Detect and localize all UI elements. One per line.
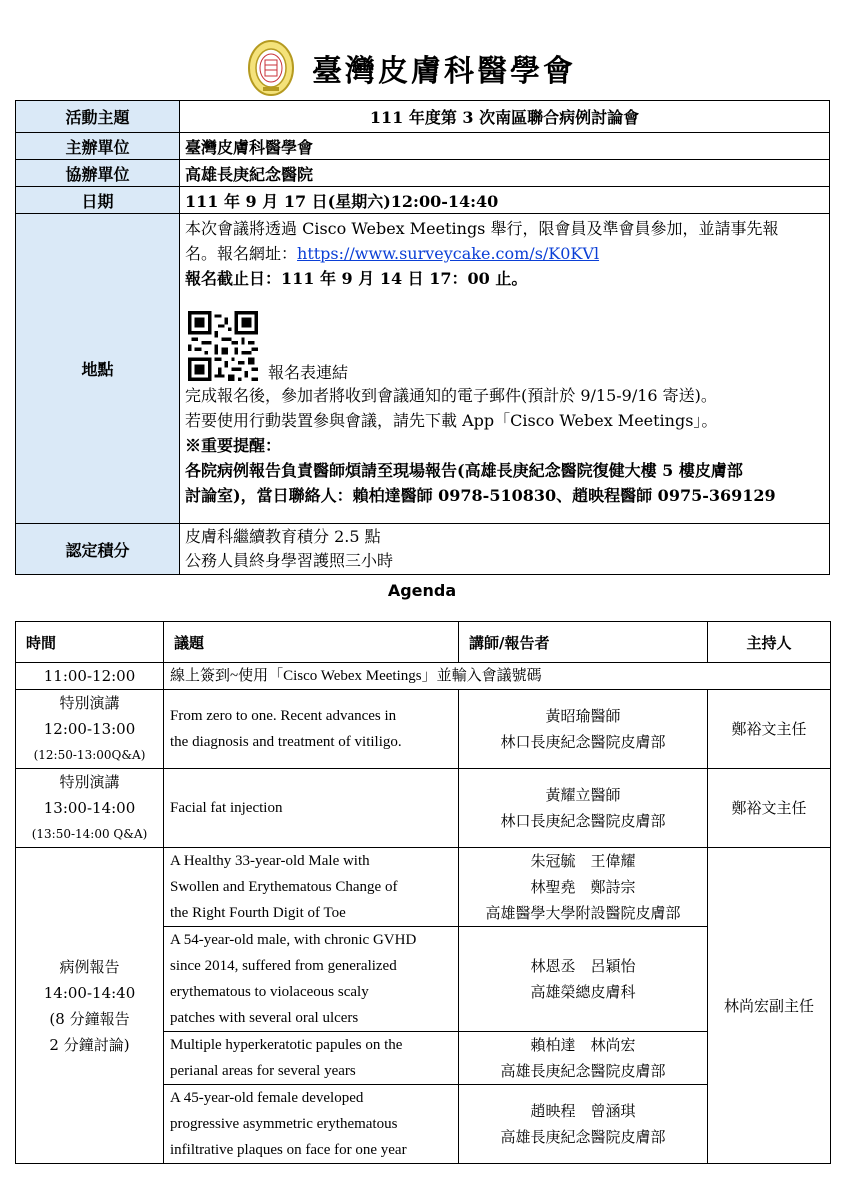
event-info-table: [15, 100, 830, 575]
lecture2-time-title: 特別演講: [59, 773, 120, 791]
header-host: 主持人: [708, 622, 831, 663]
lecture1-topic: [164, 690, 459, 769]
header-time: 時間: [16, 622, 164, 663]
lecture2-time-range: 13:00-14:00: [43, 799, 136, 817]
society-seal-icon: [248, 40, 294, 96]
lecture1-time-qa: (12:50-13:00Q&A): [33, 748, 146, 762]
registration-deadline: 報名截止日：111 年 9 月 14 日 17：00 止。: [185, 269, 528, 288]
reminder-line2: 討論室)，當日聯絡人：賴柏達醫師 0978-510830、趙映程醫師 0975-369129: [185, 486, 776, 505]
topic-line: the Right Fourth Digit of Toe: [170, 905, 346, 921]
speaker-line: 趙映程 曾涵琪: [530, 1102, 636, 1120]
lecture1-host: 鄭裕文主任: [708, 690, 831, 769]
case3-topic: [164, 1032, 459, 1085]
speaker-line: 高雄長庚紀念醫院皮膚部: [500, 1128, 666, 1146]
case1-topic: [164, 848, 459, 927]
location-label: 地點: [16, 214, 180, 524]
agenda-title: Agenda: [387, 581, 457, 600]
case1-speakers: [459, 848, 708, 927]
topic-line: since 2014, suffered from generalized: [170, 958, 397, 974]
topic-line: erythematous to violaceous scaly: [170, 984, 369, 1000]
lecture1-topic-line2: the diagnosis and treatment of vitiligo.: [170, 734, 402, 750]
org-title: 臺灣皮膚科醫學會: [312, 54, 576, 89]
lecture2-host: 鄭裕文主任: [708, 769, 831, 848]
speaker-line: 高雄醫學大學附設醫院皮膚部: [485, 904, 681, 922]
case4-speakers: [459, 1085, 708, 1164]
lecture2-time: [16, 769, 164, 848]
topic-line: A 45-year-old female developed: [170, 1090, 364, 1106]
topic-line: A Healthy 33-year-old Male with: [170, 853, 370, 869]
event-date: 111 年 9 月 17 日(星期六)12:00-14:40: [180, 187, 830, 214]
speaker-line: 朱冠毓 王偉耀: [530, 852, 636, 870]
table-row: [16, 769, 831, 848]
topic-label: 活動主題: [16, 101, 180, 133]
speaker-line: 高雄榮總皮膚科: [530, 983, 636, 1001]
event-topic: 111 年度第 3 次南區聯合病例討論會: [180, 101, 830, 133]
cases-time: [16, 848, 164, 1164]
lecture2-time-qa: (13:50-14:00 Q&A): [31, 827, 148, 841]
header-speaker: 講師/報告者: [459, 622, 708, 663]
email-note: 完成報名後，參加者將收到會議通知的電子郵件(預計於 9/15-9/16 寄送)。: [185, 386, 717, 405]
date-label: 日期: [16, 187, 180, 214]
case4-topic: [164, 1085, 459, 1164]
qr-label: 報名表連結: [268, 363, 349, 382]
lecture2-speaker-affiliation: 林口長庚紀念醫院皮膚部: [500, 812, 666, 830]
case2-topic: [164, 927, 459, 1032]
speaker-line: 林恩丞 呂穎怡: [530, 957, 636, 975]
lecture1-time-range: 12:00-13:00: [43, 720, 136, 738]
event-host: 臺灣皮膚科醫學會: [180, 133, 830, 160]
document-header: [248, 38, 576, 98]
registration-url-link[interactable]: https://www.surveycake.com/s/K0KVl: [297, 244, 600, 263]
speaker-line: 林聖堯 鄭詩宗: [530, 878, 636, 896]
cases-time-title: 病例報告: [59, 957, 120, 976]
event-cohost: 高雄長庚紀念醫院: [180, 160, 830, 187]
table-row: [16, 690, 831, 769]
agenda-header-row: [16, 622, 831, 663]
topic-line: perianal areas for several years: [170, 1063, 356, 1079]
registration-text: 線上簽到~使用「Cisco Webex Meetings」並輸入會議號碼: [164, 663, 831, 690]
table-row: [16, 848, 831, 927]
topic-line: infiltrative plaques on face for one year: [170, 1142, 407, 1158]
speaker-line: 賴柏達 林尚宏: [530, 1036, 636, 1054]
registration-url-prefix: 名。報名網址：: [185, 244, 298, 263]
table-row: [16, 663, 831, 690]
topic-line: Swollen and Erythematous Change of: [170, 879, 398, 895]
lecture1-time: [16, 690, 164, 769]
location-line1: 本次會議將透過 Cisco Webex Meetings 舉行，限會員及準會員參加，並請事先報: [185, 219, 779, 238]
location-details: [180, 214, 830, 524]
lecture2-speaker: [459, 769, 708, 848]
host-label: 主辦單位: [16, 133, 180, 160]
credit-details: [180, 524, 830, 575]
lecture1-speaker-name: 黃昭瑜醫師: [545, 707, 621, 725]
header-topic: 議題: [164, 622, 459, 663]
topic-line: A 54-year-old male, with chronic GVHD: [170, 932, 417, 948]
cases-host: 林尚宏副主任: [708, 848, 831, 1164]
qr-code-icon[interactable]: [188, 311, 258, 381]
topic-line: progressive asymmetric erythematous: [170, 1116, 398, 1132]
lecture1-time-title: 特別演講: [59, 694, 120, 712]
location-line2: [185, 241, 824, 266]
topic-line: Multiple hyperkeratotic papules on the: [170, 1037, 403, 1053]
qr-block: [188, 297, 824, 381]
speaker-line: 高雄長庚紀念醫院皮膚部: [500, 1062, 666, 1080]
case2-speakers: [459, 927, 708, 1032]
credit-line1: 皮膚科繼續教育積分 2.5 點: [185, 527, 381, 546]
cases-note2: 2 分鐘討論): [49, 1035, 130, 1054]
registration-time: 11:00-12:00: [16, 663, 164, 690]
lecture1-speaker: [459, 690, 708, 769]
agenda-table: [15, 621, 831, 1164]
credit-line2: 公務人員終身學習護照三小時: [185, 551, 394, 570]
reminder-title: ※重要提醒：: [185, 436, 282, 455]
cohost-label: 協辦單位: [16, 160, 180, 187]
lecture2-topic: Facial fat injection: [164, 769, 459, 848]
lecture1-speaker-affiliation: 林口長庚紀念醫院皮膚部: [500, 733, 666, 751]
cases-time-range: 14:00-14:40: [43, 983, 136, 1002]
topic-line: patches with several oral ulcers: [170, 1010, 359, 1026]
lecture1-topic-line1: From zero to one. Recent advances in: [170, 708, 397, 724]
case3-speakers: [459, 1032, 708, 1085]
cases-note1: (8 分鐘報告: [49, 1009, 130, 1028]
credit-label: 認定積分: [16, 524, 180, 575]
reminder-line1: 各院病例報告負責醫師煩請至現場報告(高雄長庚紀念醫院復健大樓 5 樓皮膚部: [185, 461, 743, 480]
app-note: 若要使用行動裝置參與會議，請先下載 App「Cisco Webex Meetings」。: [185, 411, 718, 430]
lecture2-speaker-name: 黃耀立醫師: [545, 786, 621, 804]
